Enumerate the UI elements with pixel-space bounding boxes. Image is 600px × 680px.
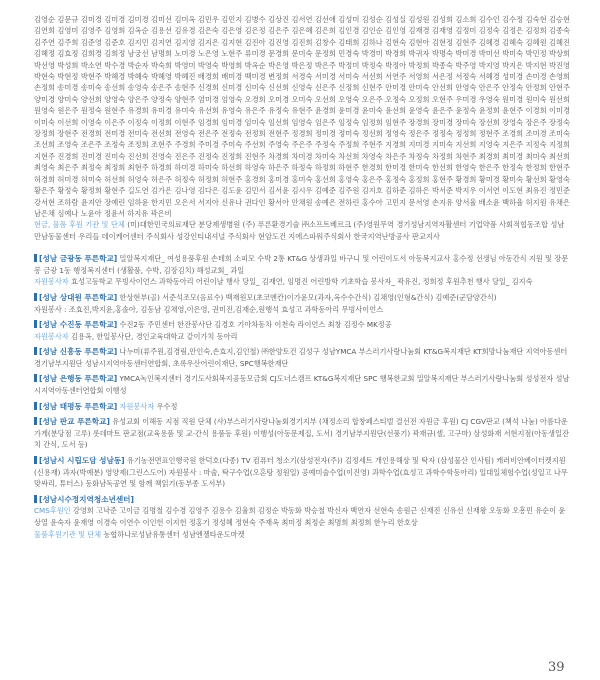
section-marker xyxy=(34,320,37,328)
section-marker xyxy=(34,495,37,503)
section-title: [성남 판교 푸른학교] xyxy=(39,417,110,427)
section-text: 나누미(류주원,김경림,안인숙,손효지,김인철) ㈜한양토건 김성구 성남YMCA 부스러기사랑나눔회 KT&G복지재단 KT희망나눔재단 지역아동센터 경기남부지원단 성남시지역아동센터연합회, 초록우산어린이재단, SPC행복한재단 xyxy=(34,347,568,368)
section-sinheung xyxy=(34,346,570,369)
page-number: 39 xyxy=(548,660,565,675)
section-dodam xyxy=(34,455,570,490)
page-content xyxy=(34,14,570,544)
section-sangdaewon xyxy=(34,292,570,315)
goods-donor-text: 농협하나로성남유통센터 성남엔젤타운도마켓 xyxy=(103,529,245,539)
section-sujin xyxy=(34,319,570,342)
volunteer-text: 자원봉사 : 조효진,박지윤,홍솔아, 김동남 김채영,이은영, 권미진,김재순,원행석 효성고 과학동아리 무빙사이언스 xyxy=(34,304,384,314)
section-title: [성남 은행동 푸른학교] xyxy=(39,374,118,384)
section-marker xyxy=(34,456,37,464)
donor-names-list: 김영순 김문규 김미경 김미경 김미경 김미선 김미옥 김민우 김민지 김병수 김상진 김서연 김선애 김성미 김성순 김성실 김성원 김성희 김소희 김수인 김수정 김숙현 김승현 김연희 김영미 김영주 김영희 김옥순 김용선 김유경 김은숙 김은영 김은정 김은주 김은혜 김은희 김인경 김인순 김인영 김재경 김재영 김정미 김정숙 김정은 김정희 김종숙 김주연 김주희 김준영 김준호 김지민 김지연 김지영 김지은 김지현 김진아 김진영 김진희 김창수 김태희 김하나 김현숙 김현아 김현정 김현주 김혜경 김혜숙 김혜원 김혜진 김혜정 김효정 김희경 김희정 남궁선 남명희 노미경 노은영 노현주 류미경 문경희 문미숙 문정희 민경숙 박경미 박경희 박귀자 박명숙 박미경 박미선 박미숙 박민정 박상희 박선영 박성희 박소연 박수경 박순자 박숙희 박영미 박영숙 박영희 박옥순 박은영 박은정 박은주 박정미 박정숙 박정아 박정희 박종숙 박주영 박지영 박지은 박지현 박진영 박현숙 박현정 박현주 박혜경 박혜숙 박혜영 박혜진 배경희 배미경 백미경 변정희 서경숙 서미경 서미숙 서선희 서연주 서영희 서은정 서정숙 서혜경 성미경 손미경 손영희 손정희 송미경 송미숙 송선희 송영숙 송은주 송현주 신경희 신미경 신미숙 신선희 신영숙 신은주 신정희 신현주 안미경 안미숙 안선희 안영숙 안은주 안정숙 안정희 안현주 양미경 양미숙 양선희 양영숙 양은주 양정숙 양현주 엄미경 엄영숙 오경희 오미경 오미숙 오선희 오영숙 오은주 오정숙 오정희 오현주 우미경 우영숙 원미경 원미숙 원선희 원영숙 원은주 원정숙 원현주 유경희 유미경 유미숙 유선희 유영숙 유은주 유정숙 유현주 윤경희 윤미경 윤미숙 윤선희 윤영숙 윤은주 윤정숙 윤정희 윤현주 이경희 이미경 이미숙 이선희 이영숙 이은주 이정숙 이정희 이현주 임경희 임미경 임미숙 임선희 임영숙 임은주 임정숙 임정희 임현주 장경희 장미경 장미숙 장선희 장영숙 장은주 장정숙 장정희 장현주 전경희 전미경 전미숙 전선희 전영숙 전은주 전정숙 전정희 전현주 정경희 정미경 정미숙 정선희 정영숙 정은주 정정숙 정정희 정현주 조경희 조미경 조미숙 조선희 조영숙 조은주 조정숙 조정희 조현주 주경희 주미경 주미숙 주선희 주영숙 주은주 주정숙 주정희 주현주 지경희 지미경 지미숙 지선희 지영숙 지은주 지정숙 지정희 지현주 진경희 진미경 진미숙 진선희 진영숙 진은주 진정숙 진정희 진현주 차경희 차미경 차미숙 차선희 차영숙 차은주 차정숙 차정희 차현주 최경희 최미경 최미숙 최선희 최영숙 최은주 최정숙 최정희 최현주 하경희 하미경 하미숙 하선희 하영숙 하은주 하정숙 하정희 하현주 한경희 한미경 한미숙 한선희 한영숙 한은주 한정숙 한정희 한현주 허경희 허미경 허미숙 허선희 허영숙 허은주 허정숙 허정희 허현주 홍경희 홍미경 홍미숙 홍선희 홍영숙 홍은주 홍정숙 홍정희 홍현주 황경희 황미경 황미숙 황선희 황영숙 황은주 황정숙 황정희 황현주 길도연 김가은 김나영 김다은 김도윤 김민서 김서윤 김시우 김예준 김주원 김지호 김하준 김하은 박서준 박지우 이서연 이도현 최유진 정민준 강서현 조하람 윤지안 장예린 임하윤 한지민 오은서 서지아 신유나 권다인 황서아 안채원 송예은 전하린 홍수아 고민지 문서영 손지유 양서율 배소윤 백하율 허지원 유채은 남은채 심예나 노윤아 정윤서 하지유 곽은비 xyxy=(34,15,570,218)
section-marker xyxy=(34,402,37,410)
cms-donor-label: CMS후원인 xyxy=(34,506,71,516)
section-title: [성남 금광동 푸른학교] xyxy=(39,254,118,264)
section-title: [성남 수진동 푸른학교] xyxy=(39,320,118,330)
section-pangyo xyxy=(34,416,570,451)
section-text: 밀알복지재단_ 여성용품후원 손테희 소피모 수박 2통 KT&G 상생과일 바구니 및 어린이도서 아동복지교사 홍수정 선생님 아동간식 지원 및 장문 봉 금광 1동 행정복지센터 (생활품, 수박, 김장김치) 해성교회_ 과일 xyxy=(34,254,569,275)
section-title: [성남 상대원 푸른학교] xyxy=(39,292,118,302)
section-title: [성남 신흥동 푸른학교] xyxy=(39,347,118,357)
school-sections xyxy=(34,253,570,540)
cms-donor-text: 강영희 고낙준 고이금 김명철 김수경 김영주 김용수 김율희 김정순 박동화 박승철 박신자 백연자 선현숙 송원근 신재진 신유선 신재왕 오동화 오흥민 유순이 윤상열 윤숙자 윤재영 이경숙 이연수 이인헌 이지헌 정홍기 정성혜 정현숙 주재옥 최미정 최정순 최명희 최정희 한누리 한호상 xyxy=(34,506,566,527)
volunteer-label: 자원봉사자 xyxy=(119,401,155,411)
sponsor-label: 현금, 물품 후원 기관 및 단체 xyxy=(34,220,125,230)
sponsor-organizations xyxy=(34,219,570,242)
section-title: [성남 태평동 푸른학교] xyxy=(39,401,118,411)
section-marker xyxy=(34,293,37,301)
section-marker xyxy=(34,347,37,355)
section-sujeong-youth xyxy=(34,494,570,540)
section-title: [성남시 시립도담 성남동] xyxy=(39,456,125,466)
section-marker xyxy=(34,374,37,382)
section-marker xyxy=(34,254,37,262)
volunteer-text: 김용옥, 한일봉사단, 경인교육대학교 같이가치 동아리 xyxy=(71,331,238,341)
section-geumgwang xyxy=(34,253,570,288)
volunteer-text: 우수정 xyxy=(156,401,178,411)
volunteer-label: 자원봉사자 xyxy=(34,277,69,287)
section-text: 한상현부(골) 서준석조모(음료수) 백재원모(초코엔칸)이가윤모(과자,옥수수간식) 김채영(인형&간식) 김예준(군담양간식) xyxy=(119,292,497,302)
section-title: [성남시수정지역청소년센터] xyxy=(39,494,134,504)
section-text: 유기농전면표인행국원 한덕호(다종) TV 컴퓨터 청소기(삼성전자(주)) 김정세트 개인용해상 및 탁자 (삼성물산 인사팀) 캐러비안베이터켓지원(신용재) 과자(박예분) 영양제(그린스도어) 자원봉사 : 마술, 탁구수업(오흔탕 정원일) 공예미술수업(이진영) 과학수업(효성고 과학수학동아리) 일대일체험수업(성일고 나무맞싸리, 튜터스) 동화남독공연 및 함께 책읽기(동부종 도서부) xyxy=(34,456,568,489)
volunteer-text: 효성고등학교 무빙사이언스 과학동아리 어린이날 행사 당일_ 김재연, 임명진 어린방학 기초학습 봉사자_ 곽유진, 정희정 후원추천 행사 당일_ 김지숙 xyxy=(71,277,533,287)
section-text: YMCA녹인복지센터 경기도사회복지공동모금회 CJ도너스캠프 KT&G복지재단 SPC 행복한교회 밀알복지재단 부스러기사랑나눔회 성성전자 성남시지역아동센터연합회 이행성 xyxy=(34,374,570,396)
sponsor-text: (미)대한민국의료재단 분당제생병원 (주) 푸른환경기술 ㈜소프트베르크 (주)영원무역 경기성남지역자활센터 기업약품 사회적협동조합 성남만남동물센터 우리들 데이케어센터 주식회사 성강인티내셔널 주식회사 현암도건 지에스파워주식회사 한국지역난방공사 판교지사 xyxy=(34,220,565,241)
goods-donor-label: 물품후원기관 및 단체 xyxy=(34,529,102,539)
section-text: 유성교회 이해동 지점 직원 단체 (사)부스러기사랑나눔회경기지부 (채정소리 합창페스티벌 결선전 자원금 후원) CJ CGV판교 (책석 나눔) 아름다운 가게(분당점 고루) 롯데마트 판교점(교육용품 및 교·간식 용품등 후원) 이행성(아동문제집, 도서) 경기남부지원단(선풍기) 곽재규(셀, 고구마) 삼성화재 서현지점(아동생일잔치 간식, 도서 등) xyxy=(34,417,569,450)
section-eunhaeng xyxy=(34,373,570,396)
volunteer-label: 자원봉사자 xyxy=(34,331,69,341)
section-marker xyxy=(34,417,37,425)
section-taepyeong xyxy=(34,401,570,413)
section-text: 수진2동 주민센터 한잔봉사단 김경호 기아차동차 이천숙 라이언스 최창 김정수 MK정공 xyxy=(119,320,392,330)
